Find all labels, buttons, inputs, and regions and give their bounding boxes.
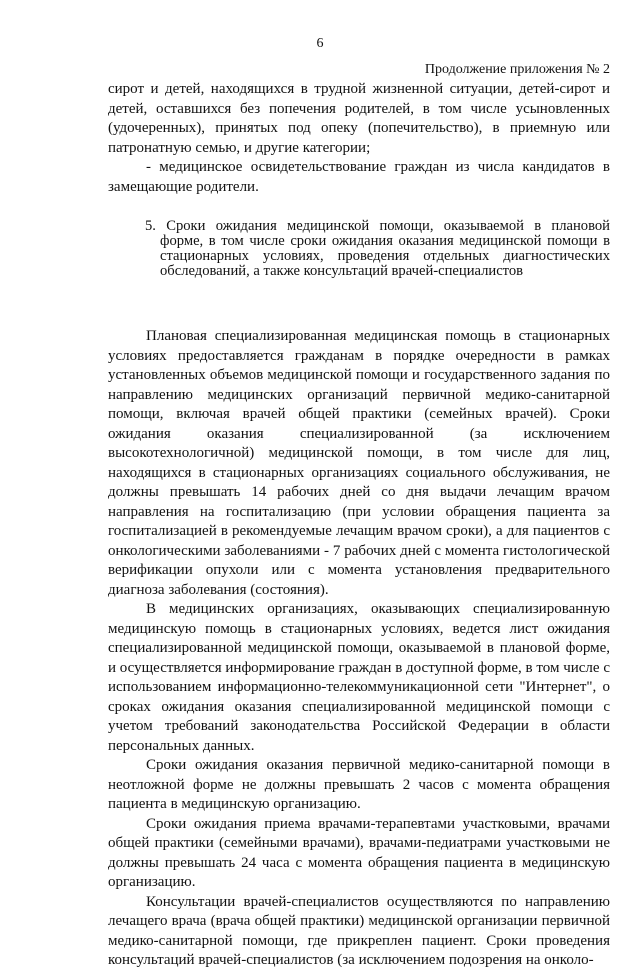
paragraph-district-physician-appointment: Сроки ожидания приема врачами-терапевтами участковыми, врачами общей практики (семейными врачами), врачами-педиатрами участковыми не должны превышать 24 часа с момента обращения пациента в медицинскую организацию. [108,815,610,890]
page-number: 6 [316,36,324,51]
paragraph-urgent-primary-care: Сроки ожидания оказания первичной медико-санитарной помощи в неотложной форме не должны превышать 2 часов с момента обращения пациента в медицинскую организацию. [108,757,610,812]
paragraph-specialist-consultations: Консультации врачей-специалистов осуществляются по направлению лечащего врача (врача общей практики) медицинской организации первичной медико-санитарной помощи, где прикреплен пациент. Сроки проведения консультаций врачей-специалистов (за исключением подозрения на онколо- [108,893,610,968]
paragraph-medical-examination: - медицинское освидетельствование граждан из числа кандидатов в замещающие родители. [108,159,610,195]
document-body [108,80,610,971]
paragraph-waiting-list: В медицинских организациях, оказывающих специализированную медицинскую помощь в стационарных условиях, ведется лист ожидания специализированной медицинской помощи, оказываемой в плановой форме, и осуществляется информирование граждан в доступной форме, в том числе с использованием информационно-телекоммуникационной сети "Интернет", о сроках ожидания оказания специализированной медицинской помощи с учетом требований законодательства Российской Федерации в области персональных данных. [108,601,610,754]
paragraph-planned-specialized-care: Плановая специализированная медицинская помощь в стационарных условиях предоставляется гражданам в порядке очередности в рамках установленных объемов медицинской помощи и государственного задания по направлению медицинских организаций первичной медико-санитарной помощи, включая врачей общей практики (семейных врачей). Сроки ожидания оказания специализированной (за исключением высокотехнологичной) медицинской помощи, в том числе для лиц, находящихся в стационарных организациях социального обслуживания, не должны превышать 14 рабочих дней со дня выдачи лечащим врачом направления на госпитализацию (при условии обращения пациента за госпитализацией в рекомендуемые лечащим врачом сроки), а для пациентов с онкологическими заболеваниями - 7 рабочих дней с момента гистологической верификации опухоли или с момента установления предварительного диагноза заболевания (состояния). [108,328,610,598]
paragraph-continued-categories: сирот и детей, находящихся в трудной жизненной ситуации, детей-сирот и детей, оставшихся без попечения родителей, в том числе усыновленных (удочеренных), принятых под опеку (попечительство), в приемную или патронатную семью, и другие категории; [108,81,610,156]
appendix-note: Продолжение приложения № 2 [424,62,610,77]
section-heading-waiting-times: 5. Сроки ожидания медицинской помощи, оказываемой в плановой форме, в том числе сроки ожидания оказания медицинской помощи в стационарных условиях, проведения отдельных диагностических обследований, а также консультаций врачей-специалистов [145,218,610,279]
